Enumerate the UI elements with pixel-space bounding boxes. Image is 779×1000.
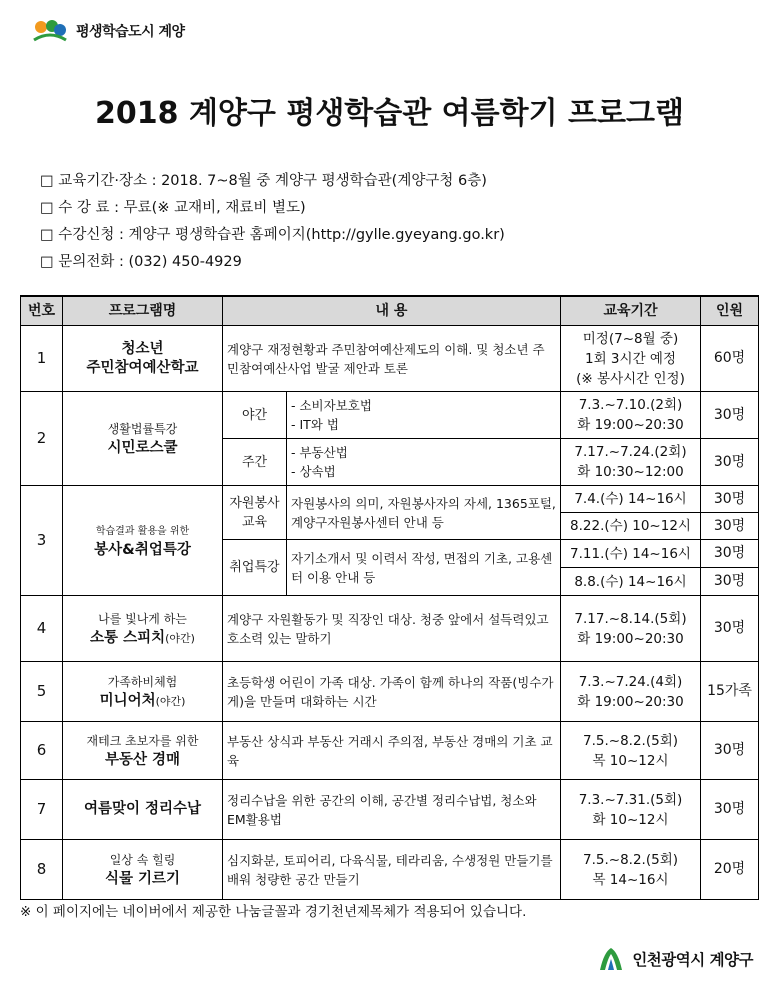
sub-category: 야간	[223, 392, 287, 439]
period-line: 7.3.~7.24.(4회)	[578, 673, 683, 690]
program-content	[287, 392, 561, 439]
program-name-line: 여름맞이 정리수납	[83, 801, 202, 817]
program-content: 자원봉사의 의미, 자원봉사자의 자세, 1365포털, 계양구자원봉사센터 안내 등	[287, 486, 561, 540]
program-content: 부동산 상식과 부동산 거래시 주의점, 부동산 경매의 기초 교육	[223, 722, 561, 780]
program-name	[63, 722, 223, 780]
program-people: 30명	[701, 439, 759, 486]
row-number: 3	[21, 486, 63, 596]
info-phone: □ 문의전화 : (032) 450-4929	[40, 254, 242, 270]
period-line: 화 19:00~20:30	[577, 417, 684, 433]
program-period: 7.4.(수) 14~16시	[561, 486, 701, 513]
period-line: (※ 봉사시간 인정)	[576, 370, 685, 387]
program-period	[561, 662, 701, 722]
program-content: 계양구 재정현황과 주민참여예산제도의 이해. 및 청소년 주민참여예산사업 발굴 제안과 토론	[223, 326, 561, 392]
row-number: 8	[21, 840, 63, 900]
period-line: 화 10:30~12:00	[577, 464, 684, 480]
program-period	[561, 840, 701, 900]
header-period: 교육기간	[561, 296, 701, 326]
content-line: - 부동산법	[291, 445, 348, 460]
table-row	[21, 326, 759, 392]
program-period	[561, 596, 701, 662]
header-content: 내 용	[223, 296, 561, 326]
period-line: 목 14~16시	[592, 871, 669, 888]
period-line: 7.17.~7.24.(2회)	[574, 444, 687, 460]
period-line: 목 10~12시	[592, 752, 669, 769]
row-number: 7	[21, 780, 63, 840]
program-table	[20, 295, 759, 900]
table-row	[21, 662, 759, 722]
sub-category: 취업특강	[223, 540, 287, 596]
program-name	[63, 596, 223, 662]
program-name	[63, 486, 223, 596]
program-name-main: 미니어처	[99, 692, 156, 709]
program-period	[561, 326, 701, 392]
program-name-suffix: (야간)	[165, 631, 195, 645]
program-name-line: 식물 기르기	[104, 870, 181, 887]
brand-logo-icon	[32, 18, 68, 44]
program-name	[63, 662, 223, 722]
category-line: 자원봉사	[229, 495, 280, 511]
info-apply: □ 수강신청 : 계양구 평생학습관 홈페이지(http://gylle.gyeyang.go.kr)	[40, 227, 505, 243]
program-people: 30명	[701, 513, 759, 540]
program-people: 60명	[701, 326, 759, 392]
program-people: 30명	[701, 568, 759, 596]
program-period	[561, 439, 701, 486]
program-name-sub: 나를 빛나게 하는	[98, 611, 187, 626]
program-period: 8.8.(수) 14~16시	[561, 568, 701, 596]
brand-header	[32, 16, 185, 46]
table-row	[21, 780, 759, 840]
header-no: 번호	[21, 296, 63, 326]
program-people: 30명	[701, 540, 759, 568]
info-list	[40, 168, 505, 276]
table-row	[21, 596, 759, 662]
program-name	[63, 840, 223, 900]
program-people: 30명	[701, 486, 759, 513]
program-name-sub: 재테크 초보자를 위한	[86, 733, 199, 748]
program-people: 20명	[701, 840, 759, 900]
program-content: 자기소개서 및 이력서 작성, 면접의 기초, 고용센터 이용 안내 등	[287, 540, 561, 596]
period-line: 화 19:00~20:30	[577, 630, 684, 647]
program-name	[63, 780, 223, 840]
footer-logo	[596, 944, 753, 974]
content-line: - 상속법	[291, 464, 336, 479]
program-period: 8.22.(수) 10~12시	[561, 513, 701, 540]
period-line: 화 19:00~20:30	[577, 693, 684, 710]
program-people: 30명	[701, 722, 759, 780]
program-period	[561, 722, 701, 780]
program-content	[287, 439, 561, 486]
program-name-sub: 가족하비체험	[107, 674, 178, 689]
period-line: 미정(7~8월 중)	[582, 330, 679, 347]
brand-text: 평생학습도시 계양	[76, 24, 185, 40]
table-header-row	[21, 296, 759, 326]
program-period: 7.11.(수) 14~16시	[561, 540, 701, 568]
sub-category: 주간	[223, 439, 287, 486]
footer-text: 인천광역시 계양구	[632, 951, 753, 969]
period-line: 7.5.~8.2.(5회)	[583, 732, 678, 749]
table-row	[21, 486, 759, 513]
program-people: 30명	[701, 392, 759, 439]
period-line: 7.3.~7.31.(5회)	[578, 791, 683, 808]
program-name-line: 부동산 경매	[104, 751, 181, 768]
info-fee: □ 수 강 료 : 무료(※ 교재비, 재료비 별도)	[40, 200, 306, 216]
program-name-suffix: (야간)	[155, 694, 186, 708]
gyeyang-emblem-icon	[596, 944, 626, 974]
category-line: 교육	[241, 514, 268, 530]
row-number: 2	[21, 392, 63, 486]
program-name-line: 청소년	[121, 340, 164, 357]
table-row	[21, 840, 759, 900]
row-number: 1	[21, 326, 63, 392]
program-people: 30명	[701, 780, 759, 840]
sub-category	[223, 486, 287, 540]
program-content: 정리수납을 위한 공간의 이해, 공간별 정리수납법, 청소와 EM활용법	[223, 780, 561, 840]
row-number: 4	[21, 596, 63, 662]
period-line: 7.17.~8.14.(5회)	[574, 610, 687, 627]
info-period: □ 교육기간·장소 : 2018. 7~8월 중 계양구 평생학습관(계양구청 6층)	[40, 173, 487, 189]
program-people: 15가족	[701, 662, 759, 722]
program-content: 계양구 자원활동가 및 직장인 대상. 청중 앞에서 설득력있고 호소력 있는 말하기	[223, 596, 561, 662]
header-name: 프로그램명	[63, 296, 223, 326]
program-name-sub: 생활법률특강	[107, 421, 178, 436]
program-content: 초등학생 어린이 가족 대상. 가족이 함께 하나의 작품(빙수가게)을 만들며 대화하는 시간	[223, 662, 561, 722]
program-name-line: 주민참여예산학교	[86, 359, 199, 376]
program-period	[561, 780, 701, 840]
program-people: 30명	[701, 596, 759, 662]
header-people: 인원	[701, 296, 759, 326]
content-line: - 소비자보호법	[291, 398, 372, 413]
program-period	[561, 392, 701, 439]
page-title: 2018 계양구 평생학습관 여름학기 프로그램	[95, 96, 684, 131]
period-line: 1회 3시간 예정	[585, 350, 676, 367]
program-name	[63, 326, 223, 392]
row-number: 5	[21, 662, 63, 722]
program-name-main: 소통 스피치	[90, 629, 166, 646]
program-content: 심지화분, 토피어리, 다육식물, 테라리움, 수생정원 만들기를 배워 청량한 공간 만들기	[223, 840, 561, 900]
program-name-sub: 일상 속 힐링	[109, 852, 176, 867]
content-line: - IT와 법	[291, 417, 339, 432]
footnote: ※ 이 페이지에는 네이버에서 제공한 나눔글꼴과 경기천년제목체가 적용되어 있습니다.	[20, 904, 527, 920]
program-name	[63, 392, 223, 486]
table-row	[21, 722, 759, 780]
program-name-line: 봉사&취업특강	[94, 541, 191, 558]
row-number: 6	[21, 722, 63, 780]
period-line: 7.3.~7.10.(2회)	[578, 397, 683, 413]
period-line: 7.5.~8.2.(5회)	[583, 851, 678, 868]
table-row	[21, 392, 759, 439]
program-name-line	[67, 692, 218, 711]
program-name-sub: 학습결과 활용을 위한	[95, 525, 190, 537]
program-name-line: 시민로스쿨	[107, 439, 178, 456]
program-name-line	[67, 629, 218, 648]
period-line: 화 10~12시	[592, 811, 669, 828]
